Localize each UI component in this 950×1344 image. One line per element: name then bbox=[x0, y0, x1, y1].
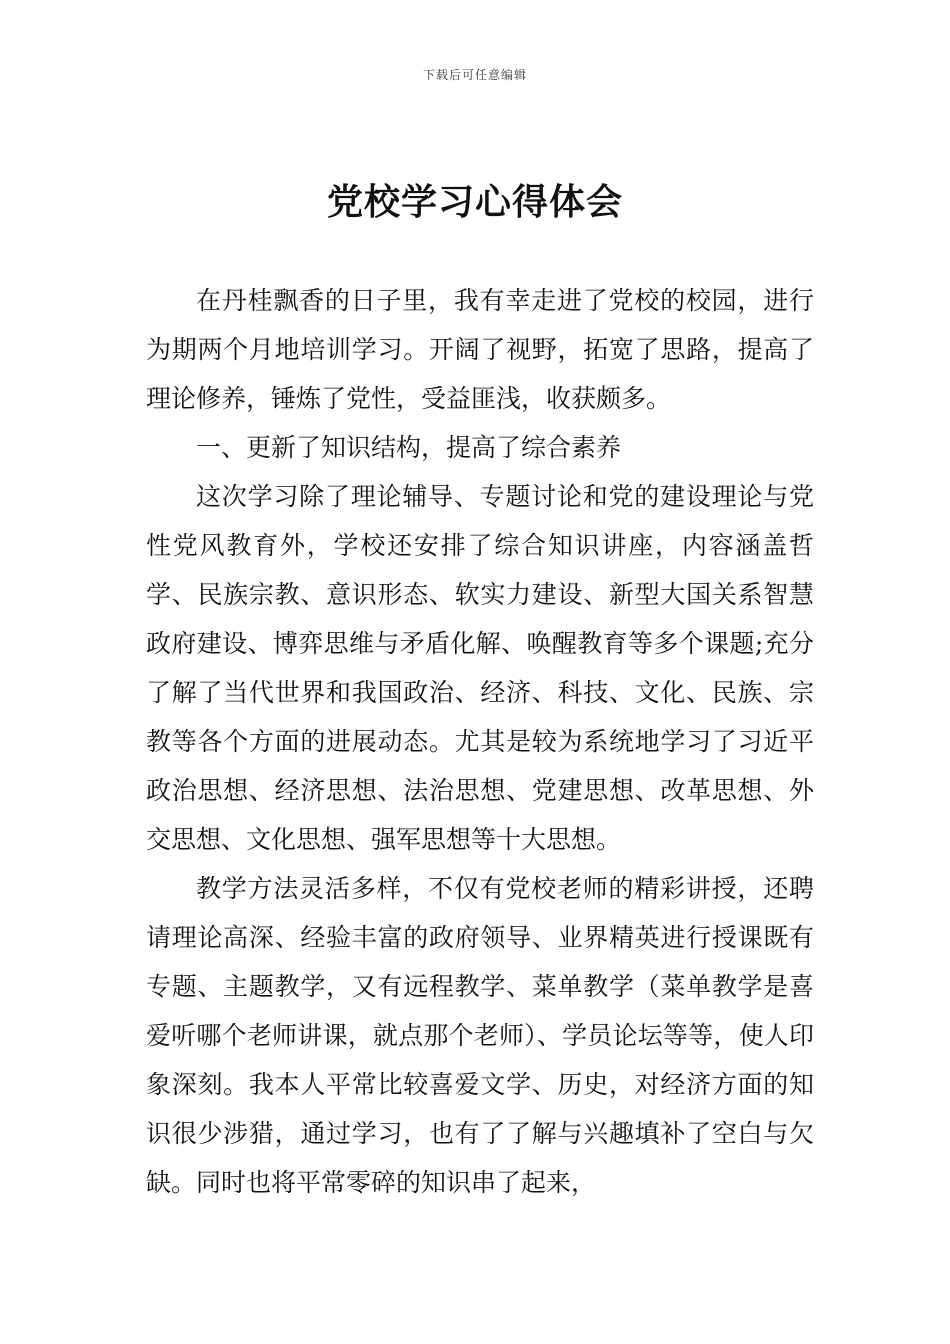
document-body bbox=[146, 276, 814, 1207]
document-title: 党校学习心得体会 bbox=[326, 181, 623, 223]
section-heading-1: 一、更新了知识结构，提高了综合素养 bbox=[196, 433, 622, 462]
paragraph-intro: 在丹桂飘香的日子里，我有幸走进了党校的校园，进行为期两个月地培训学习。开阔了视野，拓宽了思路，提高了理论修养，锤炼了党性，受益匪浅，收获颇多。 bbox=[146, 286, 814, 413]
header-note: 下载后可任意编辑 bbox=[422, 68, 527, 82]
paragraph-knowledge: 这次学习除了理论辅导、专题讨论和党的建设理论与党性党风教育外，学校还安排了综合知识讲座，内容涵盖哲学、民族宗教、意识形态、软实力建设、新型大国关系智慧政府建设、博弈思维与矛盾化解、唤醒教育等多个课题;充分了解了当代世界和我国政治、经济、科技、文化、民族、宗教等各个方面的进展动态。尤其是较为系统地学习了习近平政治思想、经济思想、法治思想、党建思想、改革思想、外交思想、文化思想、强军思想等十大思想。 bbox=[146, 482, 814, 854]
paragraph-teaching: 教学方法灵活多样，不仅有党校老师的精彩讲授，还聘请理论高深、经验丰富的政府领导、业界精英进行授课既有专题、主题教学，又有远程教学、菜单教学（菜单教学是喜爱听哪个老师讲课，就点那个老师）、学员论坛等等，使人印象深刻。我本人平常比较喜爱文学、历史，对经济方面的知识很少涉猎，通过学习，也有了了解与兴趣填补了空白与欠缺。同时也将平常零碎的知识串了起来， bbox=[146, 874, 814, 1197]
